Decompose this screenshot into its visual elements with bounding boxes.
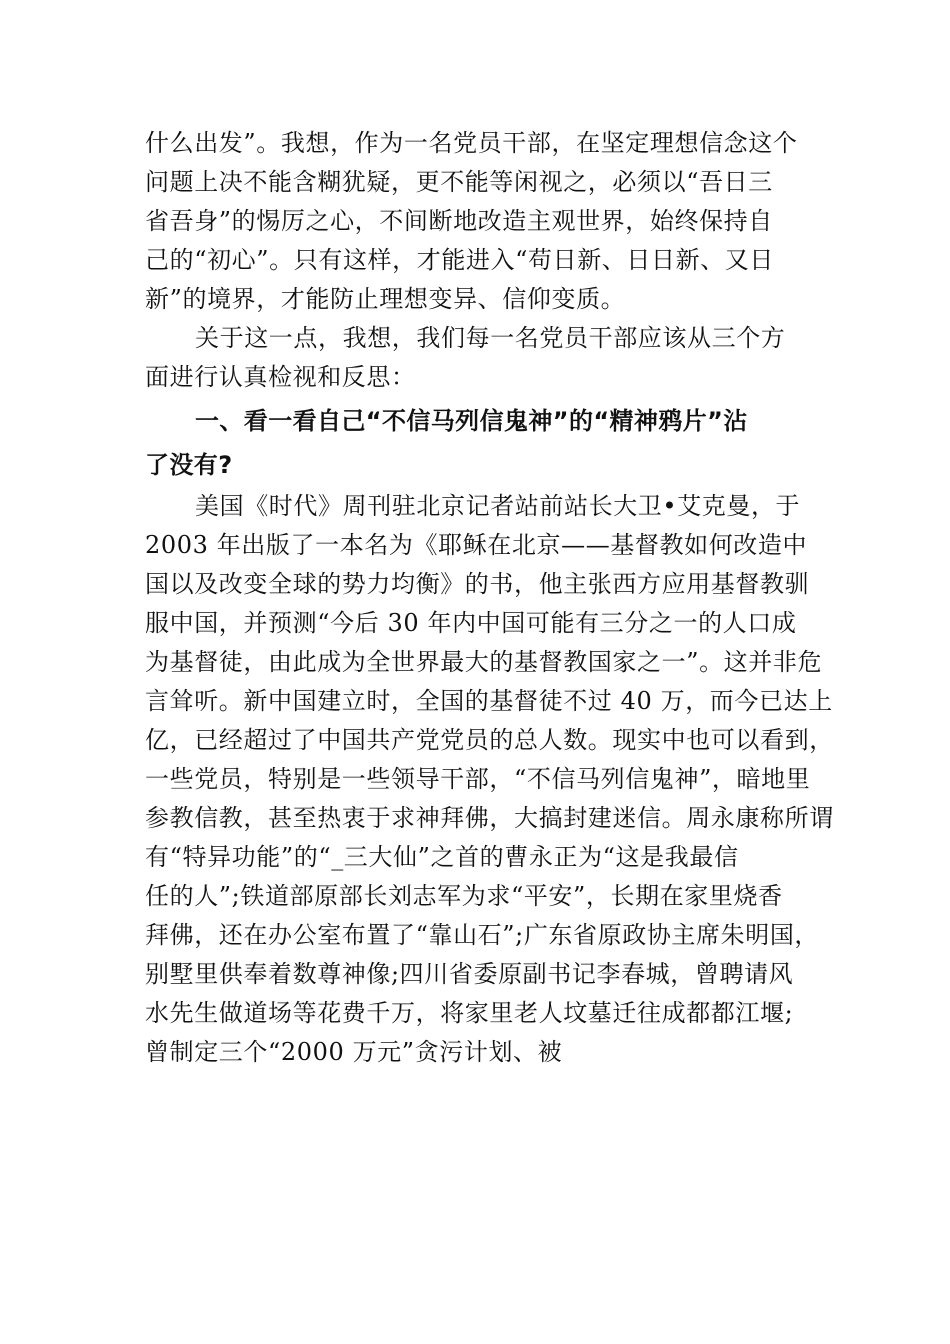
text-line: 关于这一点，我想，我们每一名党员干部应该从三个方	[195, 324, 786, 352]
text-line: 为基督徒，由此成为全世界最大的基督教国家之一”。这并非危	[145, 648, 823, 676]
text-line: 有“特异功能”的“_三大仙”之首的曹永正为“这是我最信	[145, 843, 739, 871]
text-line: 一些党员，特别是一些领导干部，“不信马列信鬼神”，暗地里	[145, 765, 811, 793]
text-line: 面进行认真检视和反思：	[145, 363, 416, 391]
text-line: 问题上决不能含糊犹疑，更不能等闲视之，必须以“吾日三	[145, 168, 773, 196]
text-line: 拜佛，还在办公室布置了“靠山石”;广东省原政协主席朱明国，	[145, 921, 820, 949]
text-line: 美国《时代》周刊驻北京记者站前站长大卫•艾克曼，于	[195, 492, 801, 520]
paragraph-intro	[145, 124, 835, 319]
text-line: 水先生做道场等花费千万，将家里老人坟墓迁往成都都江堰;	[145, 999, 794, 1027]
text-line: 别墅里供奉着数尊神像;四川省委原副书记李春城，曾聘请风	[145, 960, 794, 988]
paragraph-transition	[145, 319, 835, 397]
text-line: 服中国，并预测“今后 30 年内中国可能有三分之一的人口成	[145, 609, 797, 637]
document-body	[145, 124, 835, 1072]
text-line: 参教信教，甚至热衷于求神拜佛，大搞封建迷信。周永康称所谓	[145, 804, 834, 832]
text-line: 国以及改变全球的势力均衡》的书，他主张西方应用基督教驯	[145, 570, 810, 598]
paragraph-body	[145, 487, 835, 1072]
text-line: 新”的境界，才能防止理想变异、信仰变质。	[145, 285, 626, 313]
text-line: 亿，已经超过了中国共产党党员的总人数。现实中也可以看到，	[145, 726, 834, 754]
text-line: 言耸听。新中国建立时，全国的基督徒不过 40 万，而今已达上	[145, 687, 833, 715]
heading-line: 了没有?	[145, 451, 233, 479]
text-line: 省吾身”的惕厉之心，不间断地改造主观世界，始终保持自	[145, 207, 773, 235]
section-heading	[145, 399, 835, 487]
text-line: 曾制定三个“2000 万元”贪污计划、被	[145, 1038, 563, 1066]
text-line: 2003 年出版了一本名为《耶稣在北京——基督教如何改造中	[145, 531, 808, 559]
text-line: 什么出发”。我想，作为一名党员干部，在坚定理想信念这个	[145, 129, 798, 157]
text-line: 己的“初心”。只有这样，才能进入“苟日新、日日新、又日	[145, 246, 775, 274]
text-line: 任的人”;铁道部原部长刘志军为求“平安”，长期在家里烧香	[145, 882, 783, 910]
heading-line: 一、看一看自己“不信马列信鬼神”的“精神鸦片”沾	[195, 407, 748, 435]
